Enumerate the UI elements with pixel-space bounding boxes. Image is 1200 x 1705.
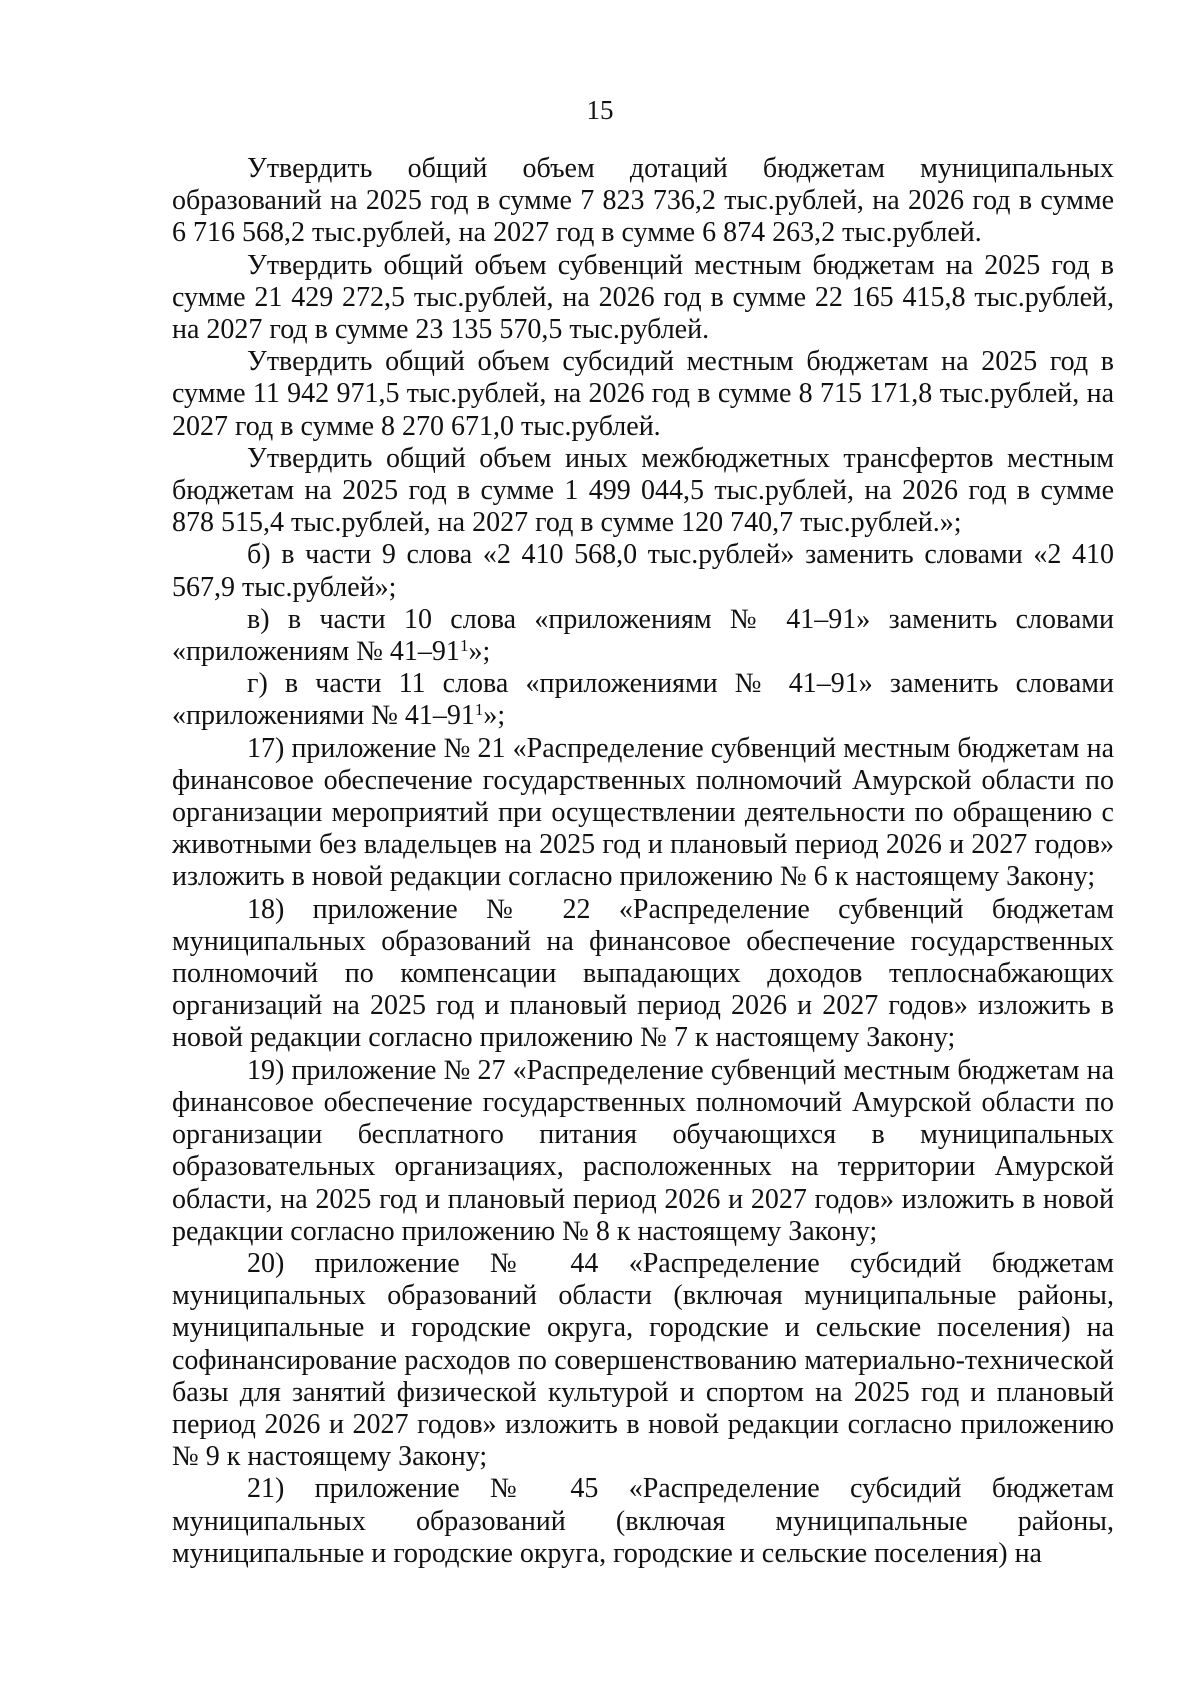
paragraph-item-g-tail: »; xyxy=(483,700,506,732)
paragraph-item-v-tail: »; xyxy=(468,636,491,668)
paragraph-item-21: 21) приложение № 45 «Распределение субсидий бюджетам муниципальных образований (включая муниципальные районы, муниципальные и городские округа, городские и сельские поселения) на xyxy=(172,1473,1114,1569)
paragraph-item-b: б) в части 9 слова «2 410 568,0 тыс.рублей» заменить словами «2 410 567,9 тыс.рублей»; xyxy=(172,539,1114,603)
document-body xyxy=(172,153,1114,1570)
paragraph-item-v-text: в) в части 10 слова «приложениям № 41–91» заменить словами «приложениям № 41–91 xyxy=(172,603,1114,668)
paragraph-item-g xyxy=(172,668,1114,732)
paragraph-subsidies: Утвердить общий объем субсидий местным бюджетам на 2025 год в сумме 11 942 971,5 тыс.рублей, на 2026 год в сумме 8 715 171,8 тыс.рублей, на 2027 год в сумме 8 270 671,0 тыс.рублей. xyxy=(172,346,1114,442)
paragraph-item-19: 19) приложение № 27 «Распределение субвенций местным бюджетам на финансовое обеспечение государственных полномочий Амурской области по организации бесплатного питания обучающихся в муниципальных образовательных организациях, расположенных на территории Амурской области, на 2025 год и плановый период 2026 и 2027 годов» изложить в новой редакции согласно приложению № 8 к настоящему Закону; xyxy=(172,1054,1114,1247)
paragraph-item-18: 18) приложение № 22 «Распределение субвенций бюджетам муниципальных образований на финансовое обеспечение государственных полномочий по компенсации выпадающих доходов теплоснабжающих организаций на 2025 год и плановый период 2026 и 2027 годов» изложить в новой редакции согласно приложению № 7 к настоящему Закону; xyxy=(172,893,1114,1054)
paragraph-other-transfers: Утвердить общий объем иных межбюджетных трансфертов местным бюджетам на 2025 год в сумме 1 499 044,5 тыс.рублей, на 2026 год в сумме 878 515,4 тыс.рублей, на 2027 год в сумме 120 740,7 тыс.рублей.»; xyxy=(172,442,1114,539)
paragraph-dotations: Утвердить общий объем дотаций бюджетам муниципальных образований на 2025 год в сумме 7 823 736,2 тыс.рублей, на 2026 год в сумме 6 716 568,2 тыс.рублей, на 2027 год в сумме 6 874 263,2 тыс.рублей. xyxy=(172,153,1114,249)
superscript-footnote: 1 xyxy=(459,636,469,656)
paragraph-item-17: 17) приложение № 21 «Распределение субвенций местным бюджетам на финансовое обеспечение государственных полномочий Амурской области по организации мероприятий при осуществлении деятельности по обращению с животными без владельцев на 2025 год и плановый период 2026 и 2027 годов» изложить в новой редакции согласно приложению № 6 к настоящему Закону; xyxy=(172,732,1114,893)
paragraph-item-20: 20) приложение № 44 «Распределение субсидий бюджетам муниципальных образований области (включая муниципальные районы, муниципальные и городские округа, городские и сельские поселения) на софинансирование расходов по совершенствованию материально-технической базы для занятий физической культурой и спортом на 2025 год и плановый период 2026 и 2027 годов» изложить в новой редакции согласно приложению № 9 к настоящему Закону; xyxy=(172,1247,1114,1473)
superscript-footnote: 1 xyxy=(474,700,484,720)
paragraph-subventions: Утвердить общий объем субвенций местным бюджетам на 2025 год в сумме 21 429 272,5 тыс.рублей, на 2026 год в сумме 22 165 415,8 тыс.рублей, на 2027 год в сумме 23 135 570,5 тыс.рублей. xyxy=(172,249,1114,346)
page-number: 15 xyxy=(586,95,614,125)
paragraph-item-v xyxy=(172,604,1114,668)
paragraph-item-g-text: г) в части 11 слова «приложениями № 41–91» заменить словами «приложениями № 41–91 xyxy=(172,668,1114,732)
